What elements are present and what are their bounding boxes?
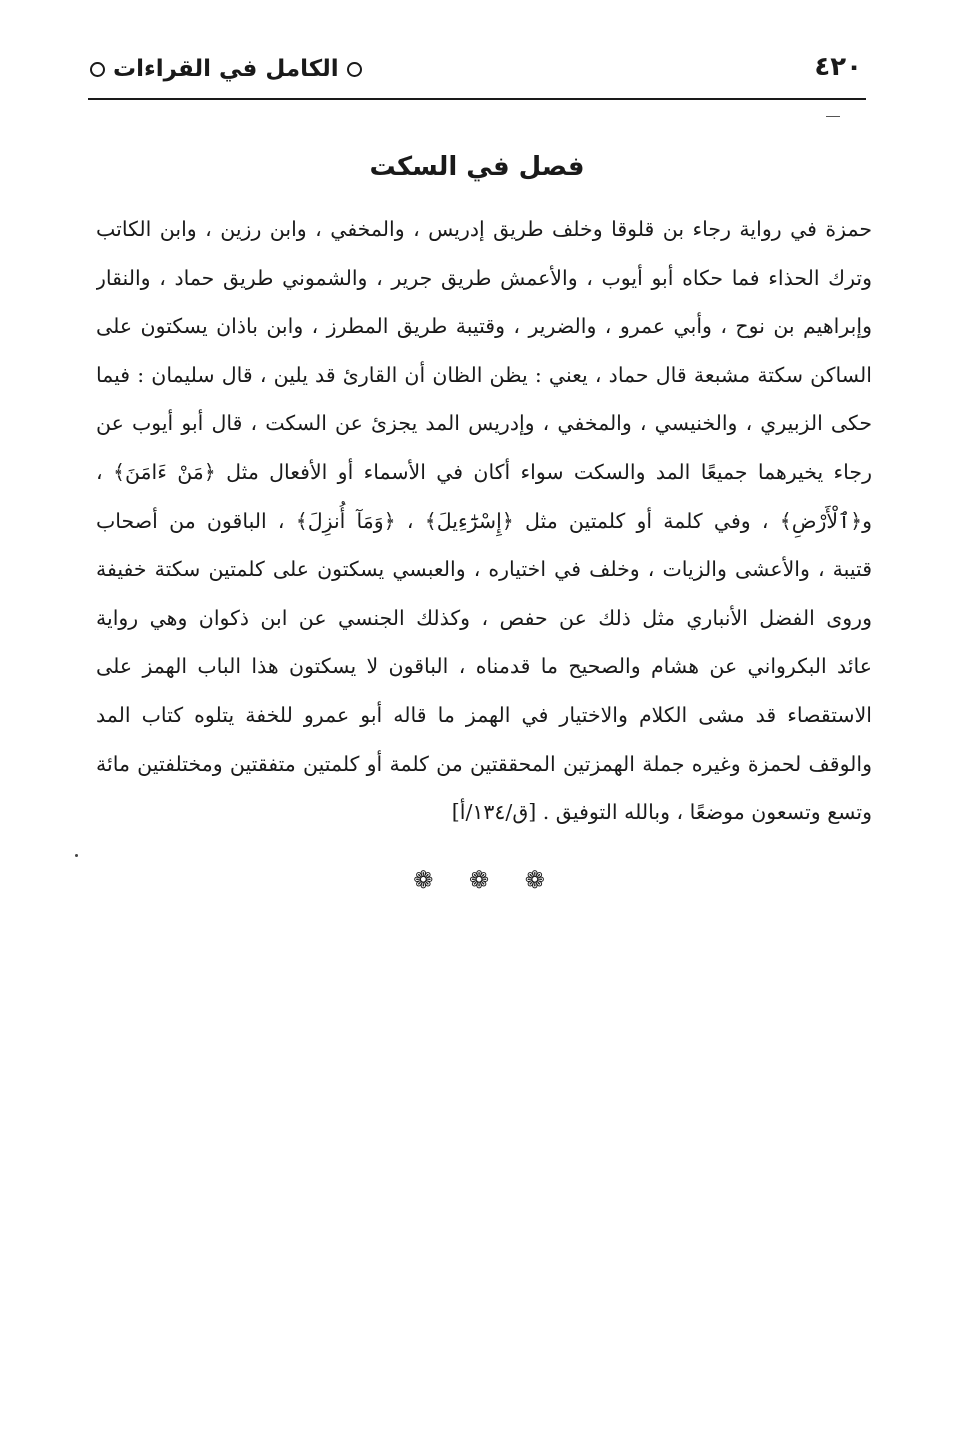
body-line: حكى الزبيري ، والخنيسي ، والمخفي ، وإدريس المد يجزئ عن السكت ، قال أبو أيوب عن (96, 411, 872, 436)
ring-ornament-icon (347, 62, 362, 77)
body-line: وإبراهيم بن نوح ، وأبي عمرو ، والضرير ، وقتيبة طريق المطرز ، وابن باذان يسكتون على (96, 314, 872, 339)
floral-ornament-icon: ❁ (524, 866, 555, 894)
floral-ornament-icon: ❁ (413, 866, 444, 894)
floral-ornament-icon: ❁ (468, 866, 500, 894)
body-line: وترك الحذاء فما حكاه أبو أيوب ، والأعمش طريق جرير ، والشموني طريق حماد ، والنقار (96, 265, 872, 290)
ring-ornament-icon (90, 62, 105, 77)
body-line: قتيبة ، والأعشى والزيات ، وخلف في اختياره ، والعبسي يسكتون على كلمتين سكتة خفيفة (96, 557, 872, 582)
header-tick-mark (826, 116, 840, 117)
body-line: والوقف لحمزة وغيره جملة الهمزتين المحققتين من كلمة أو كلمتين متفقتين ومختلفتين مائة (96, 751, 872, 776)
section-title: فصل في السكت (369, 152, 585, 182)
body-line: و﴿ٱلْأَرْضِ﴾ ، وفي كلمة أو كلمتين مثل ﴿إِسْرَٰٓءِيلَ﴾ ، ﴿وَمَآ أُنزِلَ﴾ ، الباقون من أصحاب (96, 508, 872, 533)
page-number: ٤٢٠ (814, 52, 862, 82)
page-header (88, 52, 866, 100)
body-line-final: وتسع وتسعون موضعًا ، وبالله التوفيق . [ق/١٣٤/أ] (451, 800, 872, 825)
body-line: عائد البكرواني عن هشام والصحيح ما قدمناه ، الباقون لا يسكتون هذا الباب الهمز على (96, 654, 872, 679)
running-title-group (90, 56, 362, 82)
body-line: رجاء يخيرهما جميعًا المد والسكت سواء أكان في الأسماء أو الأفعال مثل ﴿مَنْ ءَامَنَ﴾ ، (96, 459, 872, 484)
body-line: حمزة في رواية رجاء بن قلوقا وخلف طريق إدريس ، والمخفي ، وابن رزين ، وابن الكاتب (96, 217, 872, 241)
body-line: وروى الفضل الأنباري مثل ذلك عن حفص ، وكذلك الجنسي عن ابن ذكوان وهي رواية (96, 605, 872, 630)
scan-speck (75, 854, 78, 857)
body-line: الساكن سكتة مشبعة قال حماد ، يعني : يظن الظان أن القارئ قد يلين ، قال سليمان : فيما (96, 362, 872, 387)
body-line: الاستقصاء قد مشى الكلام والاختيار في الهمز ما قاله أبو عمرو للخفة يتلوه كتاب المد (96, 702, 872, 727)
running-title: الكامل في القراءات (113, 56, 339, 82)
section-end-ornaments (0, 866, 968, 894)
body-paragraph (96, 205, 872, 837)
